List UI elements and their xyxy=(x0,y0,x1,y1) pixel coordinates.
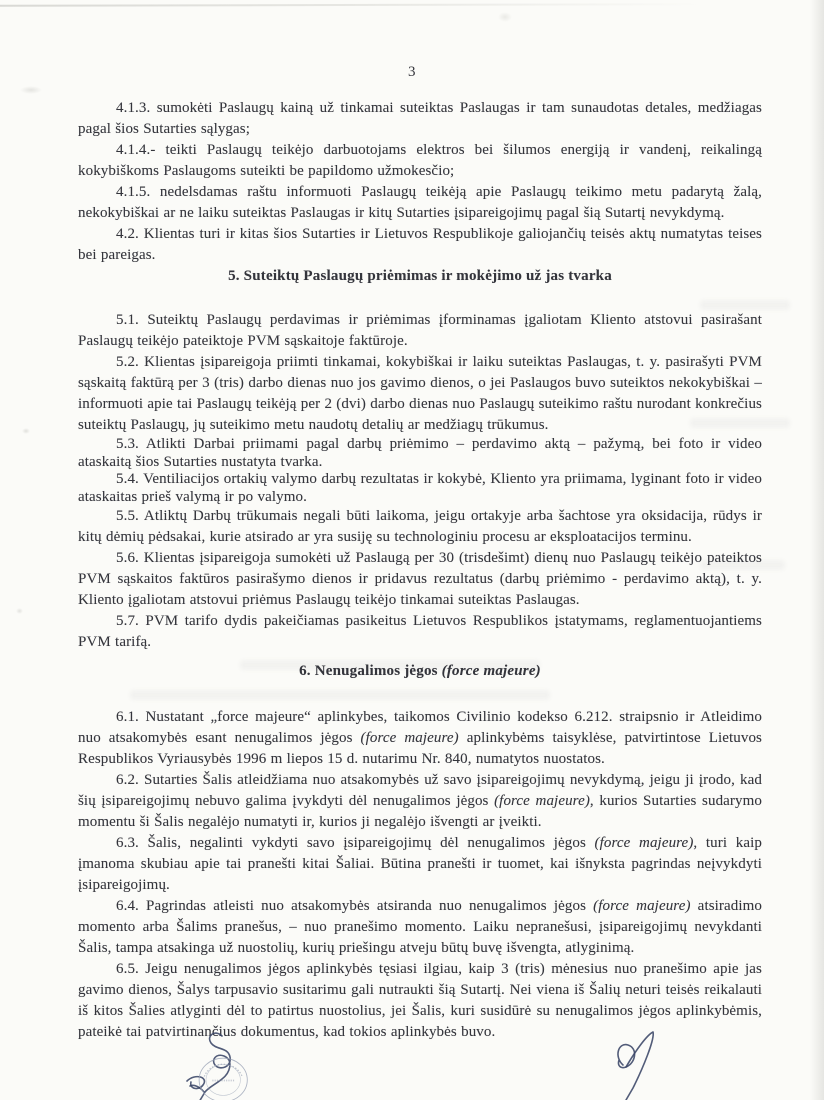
contract-paragraph xyxy=(78,98,762,140)
contract-paragraph xyxy=(78,707,762,770)
scan-artifact-line xyxy=(0,3,702,6)
contract-paragraph xyxy=(78,611,762,653)
italic-text-run: (force majeure) xyxy=(441,663,541,679)
text-run: 5. Suteiktų Paslaugų priėmimas ir mokėjimo už jas tvarka xyxy=(228,268,612,284)
text-run: 4.2. Klientas turi ir kitas šios Sutarties ir Lietuvos Respublikoje galiojančių teisės aktų numatytas teises bei pareigas. xyxy=(78,226,762,263)
contract-paragraph xyxy=(78,436,762,471)
contract-paragraph xyxy=(78,471,762,506)
section-heading xyxy=(78,663,762,680)
contract-paragraph xyxy=(78,182,762,224)
text-run: 4.1.5. nedelsdamas raštu informuoti Paslaugų teikėją apie Paslaugų teikimo metu padarytą žalą, nekokybiškai ar ne laiku suteiktas Paslaugas ir kitų Sutarties įsipareigojimų pagal šią Sutartį nevykdymą. xyxy=(78,184,762,221)
contract-paragraph xyxy=(78,896,762,959)
handwritten-signature-icon xyxy=(603,1030,673,1100)
text-run: , turi kaip įmanoma skubiau apie tai pranešti kitai Šaliai. Būtina pranešti ir tuomet, kai išnyksta pagrindas neįvykdyti įsipareigojimų. xyxy=(78,835,762,893)
contract-paragraph xyxy=(78,548,762,611)
text-run: 5.4. Ventiliacijos ortakių valymo darbų rezultatas ir kokybė, Kliento yra priimama, lyginant foto ir video ataskaitas prieš valymą ir po valymo. xyxy=(78,471,762,505)
italic-text-run: (force majeure) xyxy=(594,835,694,851)
scan-smudge xyxy=(16,608,23,614)
contract-paragraph xyxy=(78,140,762,182)
text-run: 5.6. Klientas įsipareigoja sumokėti už Paslaugą per 30 (trisdešimt) dienų nuo Paslaugų teikėjo pateiktos PVM sąskaitos faktūros pasirašymo dienos ir pridavus rezultatus (darbų priėmimo - perdavimo aktą), t. y. Kliento įgaliotam atstovui priėmus Paslaugų teikėjo tinkamai suteiktas Paslaugas. xyxy=(78,550,762,608)
scan-smudge xyxy=(22,428,30,434)
text-run: 5.2. Klientas įsipareigoja priimti tinkamai, kokybiškai ir laiku suteiktas Paslaugas, t. y. pasirašyti PVM sąskaitą faktūrą per 3 (tris) darbo dienas nuo jos gavimo dienos, o jei Paslaugos buvo suteiktos nekokybiškai – informuoti apie tai Paslaugų teikėją per 2 (dvi) darbo dienas nuo Paslaugų suteikimo raštu nurodant konkrečius suteiktų Paslaugų, jų suteikimo metu naudotų detalių ar medžiagų trūkumus. xyxy=(78,354,762,433)
contract-paragraph xyxy=(78,352,762,436)
round-stamp-icon xyxy=(176,1057,271,1100)
text-run: aplinkybėms taisyklėse, patvirtintose Lietuvos Respublikos Vyriausybės 1996 m liepos 15 d. nutarimu Nr. 840, numatytos nuostatos. xyxy=(78,730,762,767)
text-run: 6.3. Šalis, negalinti vykdyti savo įsipareigojimų dėl nenugalimos jėgos xyxy=(116,835,595,851)
scan-smudge xyxy=(20,86,42,94)
text-run: 5.1. Suteiktų Paslaugų perdavimas ir priėmimas įforminamas įgaliotam Kliento atstovui pasirašant Paslaugų teikėjo pateiktoje PVM sąskaitoje faktūroje. xyxy=(78,312,762,349)
text-run: 6.5. Jeigu nenugalimos jėgos aplinkybės tęsiasi ilgiau, kaip 3 (tris) mėnesius nuo pranešimo apie jas gavimo dienos, Šalys tarpusavio susitarimu gali nutraukti šią Sutartį. Nei viena iš Šalių neturi teisės reikalauti iš kitos Šalies atlyginti dėl to patirtus nuostolius, jei Šalis, kuri susidūrė su nenugalimos jėgos aplinkybėmis, pateikė tai patvirtinančius dokumentus, kad tokios aplinkybės buvo. xyxy=(78,961,762,1040)
page-number: 3 xyxy=(408,64,416,80)
text-run: 6. Nenugalimos jėgos xyxy=(299,663,442,679)
text-run: 5.5. Atliktų Darbų trūkumais negali būti laikoma, jeigu ortakyje arba šachtose yra oksidacija, rūdys ir kitų dėmių pėdsakai, kurie atsirado ar yra susiję su technologiniu procesu ar eksploatacijos terminu. xyxy=(78,508,762,545)
scan-edge-shadow xyxy=(810,0,824,1100)
italic-text-run: (force majeure) xyxy=(593,898,691,914)
contract-paragraph xyxy=(78,224,762,266)
italic-text-run: (force majeure) xyxy=(360,730,459,746)
text-run: , kurios Sutarties sudarymo momentu ši Šalis negalėjo numatyti ir, kurios ji negalėjo išvengti ar įveikti. xyxy=(78,793,762,830)
text-run: 6.4. Pagrindas atleisti nuo atsakomybės atsiranda nuo nenugalimos jėgos xyxy=(116,898,594,914)
text-run: 5.3. Atlikti Darbai priimami pagal darbų priėmimo – perdavimo aktą – pažymą, bei foto ir video ataskaitą šios Sutarties nustatyta tvarka. xyxy=(78,436,762,470)
contract-paragraph xyxy=(78,833,762,896)
contract-paragraph xyxy=(78,770,762,833)
contract-paragraph xyxy=(78,506,762,548)
text-run: 4.1.4.- teikti Paslaugų teikėjo darbuotojams elektros bei šilumos energiją ir vandenį, reikalingą kokybiškoms Paslaugoms suteikti be papildomo užmokesčio; xyxy=(78,142,762,179)
text-run: atsiradimo momento arba Šalims pranešus, – nuo pranešimo momento. Laiku nepranešusi, įsipareigojimų nevykdanti Šalis, tampa atsakinga už nuostolių, kurių priešingu atveju būtų buvę išvengta, atlyginimą. xyxy=(78,898,763,956)
scan-smudge xyxy=(498,12,512,22)
contract-paragraph xyxy=(78,310,762,352)
section-heading xyxy=(78,268,762,285)
text-run: 6.1. Nustatant „force majeure“ aplinkybes, taikomos Civilinio kodekso 6.212. straipsnio ir Atleidimo nuo atsakomybės esant nenugalimos jėgos xyxy=(78,709,762,746)
text-run: 5.7. PVM tarifo dydis pakeičiamas pasikeitus Lietuvos Respublikos įstatymams, reglamentuojantiems PVM tarifą. xyxy=(78,613,762,650)
text-run: 6.2. Sutarties Šalis atleidžiama nuo atsakomybės už savo įsipareigojimų nevykdymą, jeigu ji įrodo, kad šių įsipareigojimų nebuvo galima įvykdyti dėl nenugalimos jėgos xyxy=(78,772,762,809)
italic-text-run: (force majeure) xyxy=(494,793,590,809)
document-body xyxy=(78,98,762,1043)
text-run: 4.1.3. sumokėti Paslaugų kainą už tinkamai suteiktas Paslaugas ir tam sunaudotas detales, medžiagas pagal šios Sutarties sąlygas; xyxy=(78,100,762,137)
